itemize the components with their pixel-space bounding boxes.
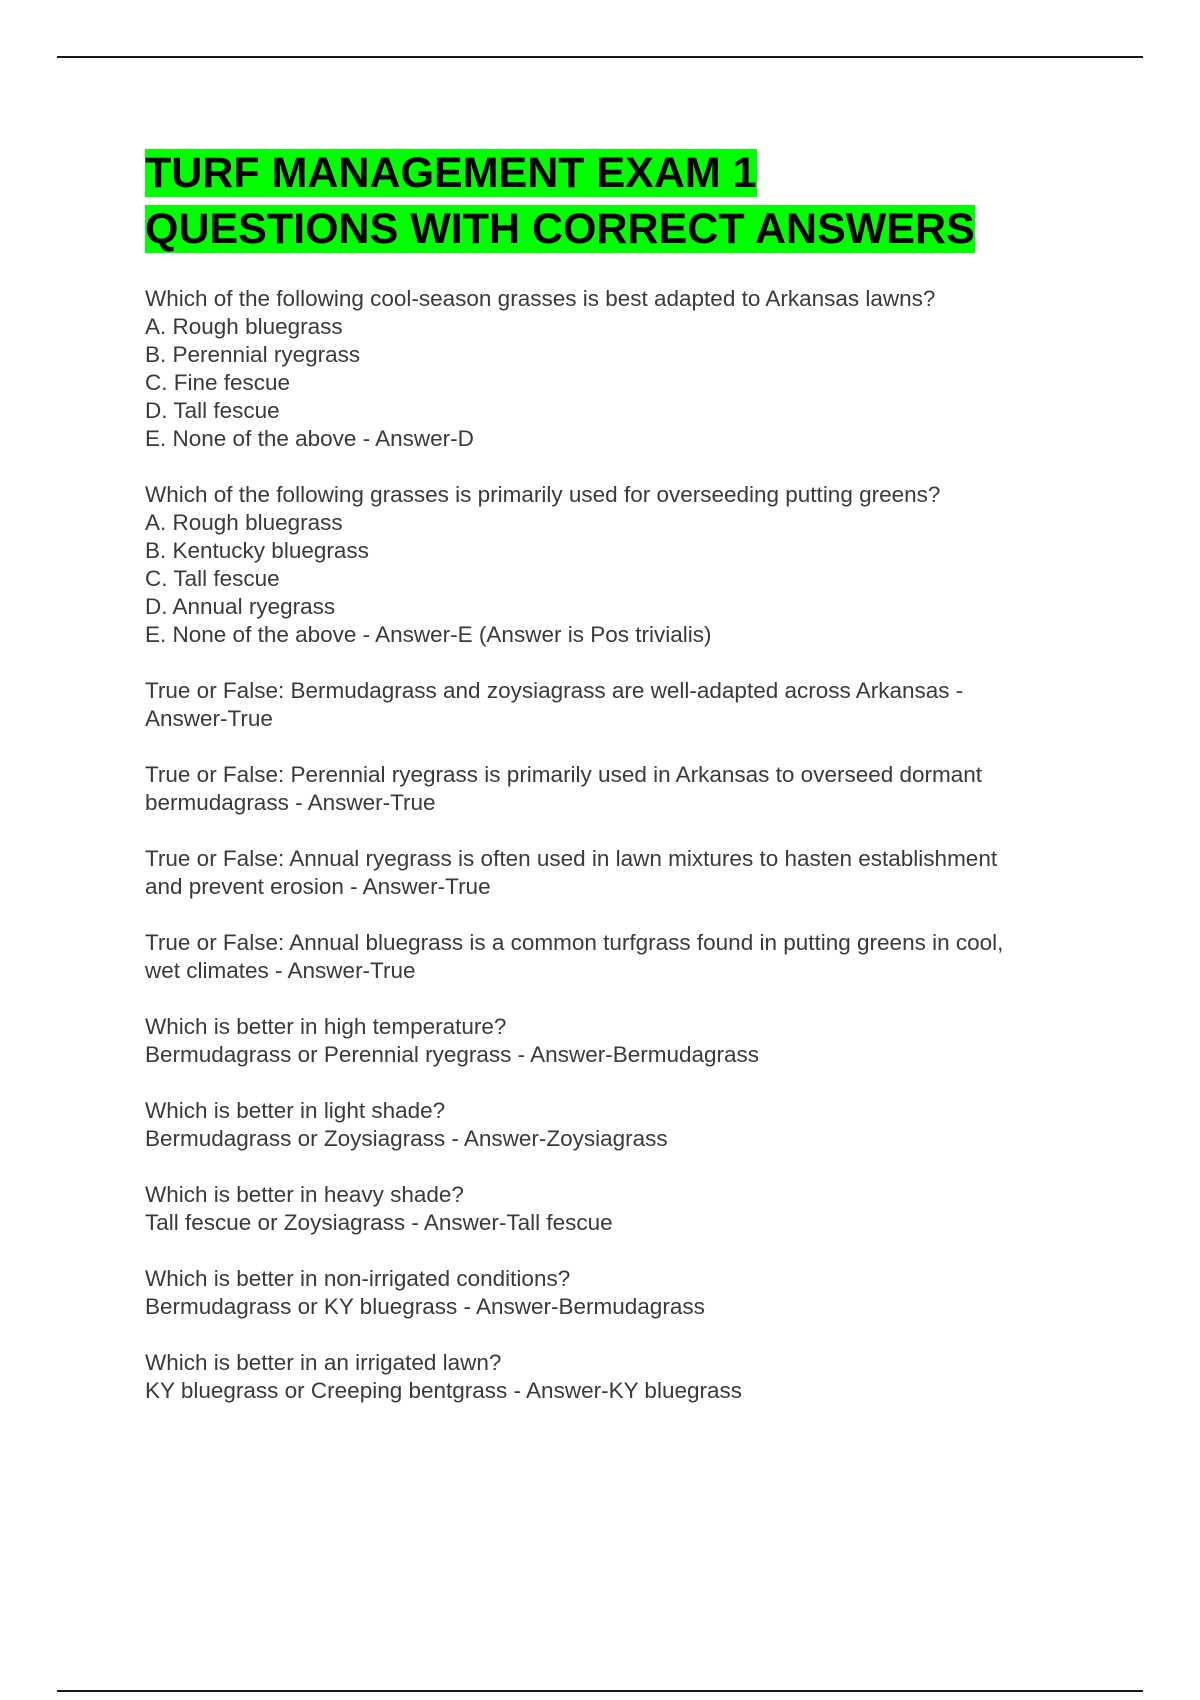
document-body: [145, 145, 1090, 1433]
question-block: [145, 1265, 1090, 1321]
question-text: Which is better in light shade?: [145, 1098, 446, 1123]
question-block: [145, 1349, 1090, 1405]
question-block: [145, 845, 1090, 901]
answer-option: D. Annual ryegrass: [145, 594, 336, 619]
question-block: [145, 761, 1090, 817]
question-text: Bermudagrass or Perennial ryegrass - Answer-Bermudagrass: [145, 1042, 760, 1067]
question-text: Which of the following cool-season grasses is best adapted to Arkansas lawns?: [145, 286, 936, 311]
top-divider: [57, 56, 1143, 58]
answer-option: A. Rough bluegrass: [145, 314, 343, 339]
question-text: Tall fescue or Zoysiagrass - Answer-Tall fescue: [145, 1210, 613, 1235]
question-block: [145, 929, 1090, 985]
question-text: Which is better in heavy shade?: [145, 1182, 464, 1207]
answer-option: E. None of the above - Answer-E (Answer is Pos trivialis): [145, 622, 712, 647]
answer-option: C. Fine fescue: [145, 370, 291, 395]
title-line-1: TURF MANAGEMENT EXAM 1: [145, 149, 757, 197]
question-text: Which is better in high temperature?: [145, 1014, 507, 1039]
question-block: [145, 1097, 1090, 1153]
question-text: True or False: Bermudagrass and zoysiagrass are well-adapted across Arkansas -: [145, 678, 964, 703]
answer-option: A. Rough bluegrass: [145, 510, 343, 535]
question-text: Bermudagrass or Zoysiagrass - Answer-Zoysiagrass: [145, 1126, 668, 1151]
question-block: [145, 481, 1090, 649]
question-text: KY bluegrass or Creeping bentgrass - Answer-KY bluegrass: [145, 1378, 742, 1403]
answer-option: C. Tall fescue: [145, 566, 280, 591]
question-text: bermudagrass - Answer-True: [145, 790, 436, 815]
answer-option: B. Kentucky bluegrass: [145, 538, 369, 563]
question-text: wet climates - Answer-True: [145, 958, 416, 983]
answer-option: B. Perennial ryegrass: [145, 342, 361, 367]
question-text: True or False: Perennial ryegrass is primarily used in Arkansas to overseed dormant: [145, 762, 983, 787]
question-text: True or False: Annual bluegrass is a common turfgrass found in putting greens in cool,: [145, 930, 1004, 955]
question-text: and prevent erosion - Answer-True: [145, 874, 491, 899]
question-text: Which is better in an irrigated lawn?: [145, 1350, 502, 1375]
answer-option: D. Tall fescue: [145, 398, 280, 423]
question-text: Answer-True: [145, 706, 273, 731]
bottom-divider: [57, 1690, 1143, 1692]
question-text: True or False: Annual ryegrass is often used in lawn mixtures to hasten establishment: [145, 846, 998, 871]
answer-option: E. None of the above - Answer-D: [145, 426, 474, 451]
page-title: [145, 145, 1090, 257]
question-text: Bermudagrass or KY bluegrass - Answer-Bermudagrass: [145, 1294, 705, 1319]
title-line-2: QUESTIONS WITH CORRECT ANSWERS: [145, 205, 975, 253]
question-text: Which of the following grasses is primarily used for overseeding putting greens?: [145, 482, 941, 507]
question-block: [145, 285, 1090, 453]
question-block: [145, 1181, 1090, 1237]
question-text: Which is better in non-irrigated conditions?: [145, 1266, 571, 1291]
question-block: [145, 677, 1090, 733]
question-block: [145, 1013, 1090, 1069]
